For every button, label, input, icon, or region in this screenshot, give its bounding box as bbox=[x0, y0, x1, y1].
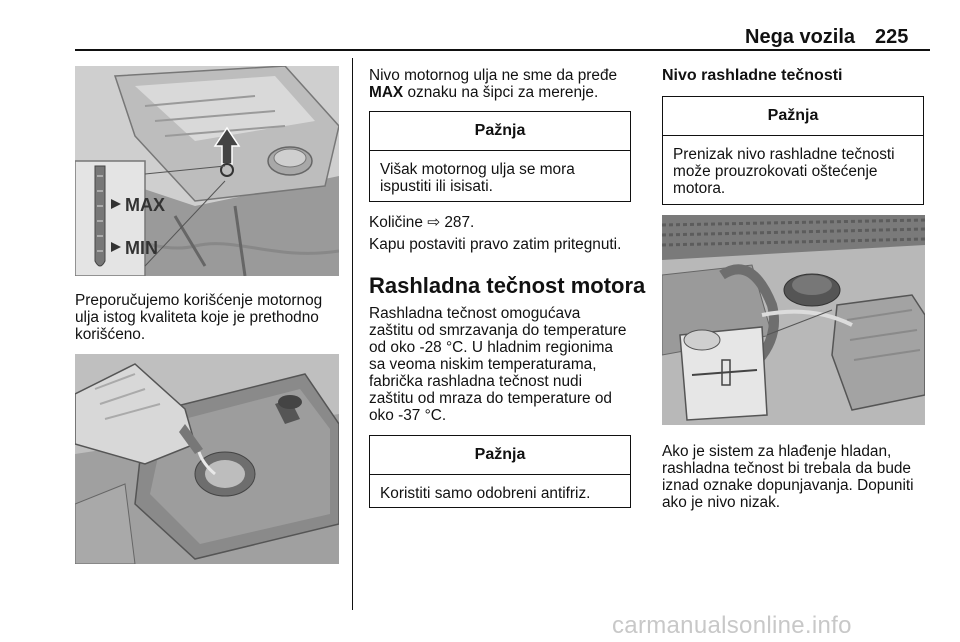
page-number: 225 bbox=[875, 26, 909, 48]
coolant-paragraph: Rashladna tečnost omogućava zaštitu od smrzavanja do temperature od oko -28 °C. U hladnim regionima sa veoma niskim temperaturama, fabrička rashladna tečnost nudi zaštitu od mraza do temperature od oko -37 °C. bbox=[369, 305, 627, 424]
warning-body: Višak motornog ulja se mora ispustiti ili isisati. bbox=[380, 161, 575, 195]
oil-pouring-figure bbox=[75, 354, 339, 564]
warning-box-low-coolant bbox=[662, 96, 924, 205]
oil-level-paragraph: Nivo motornog ulja ne sme da pređe MAX oznaku na šipci za merenje. bbox=[369, 67, 618, 101]
warning-box-antifreeze bbox=[369, 435, 631, 508]
warning-body: Prenizak nivo rashladne tečnosti može prouzrokovati oštećenje motora. bbox=[673, 146, 895, 197]
dipstick-min-label: MIN bbox=[125, 238, 158, 258]
coolant-level-subheading: Nivo rashladne tečnosti bbox=[662, 67, 843, 84]
section-heading-coolant: Rashladna tečnost motora bbox=[369, 273, 646, 298]
max-mark-bold: MAX bbox=[369, 84, 404, 101]
header-rule bbox=[75, 49, 930, 51]
warning-title: Pažnja bbox=[663, 97, 923, 136]
cap-instruction: Kapu postaviti pravo zatim pritegnuti. bbox=[369, 236, 622, 253]
warning-title: Pažnja bbox=[370, 112, 630, 151]
engine-dipstick-figure bbox=[75, 66, 339, 276]
coolant-check-paragraph: Ako je sistem za hlađenje hladan, rashladna tečnost bi trebala da bude iznad oznake dopunjavanja. Dopuniti ako je nivo nizak. bbox=[662, 443, 914, 511]
coolant-reservoir-illustration bbox=[662, 215, 925, 425]
watermark: carmanualsonline.info bbox=[612, 612, 852, 639]
quantities-reference: Količine ⇨ 287. bbox=[369, 214, 475, 231]
page-reference-link[interactable]: 287. bbox=[444, 214, 475, 231]
warning-title: Pažnja bbox=[370, 436, 630, 475]
engine-dipstick-illustration bbox=[75, 66, 339, 276]
running-header-title: Nega vozila bbox=[745, 26, 856, 48]
column-divider bbox=[352, 58, 353, 610]
dipstick-max-label: MAX bbox=[125, 195, 165, 215]
oil-recommendation-paragraph: Preporučujemo korišćenje motornog ulja istog kvaliteta koje je prethodno korišćeno. bbox=[75, 292, 323, 343]
warning-box-excess-oil bbox=[369, 111, 631, 202]
warning-body: Koristiti samo odobreni antifriz. bbox=[380, 485, 591, 502]
oil-pouring-illustration bbox=[75, 354, 339, 564]
page-reference-arrow-icon: ⇨ bbox=[427, 214, 441, 231]
coolant-reservoir-figure bbox=[662, 215, 925, 425]
